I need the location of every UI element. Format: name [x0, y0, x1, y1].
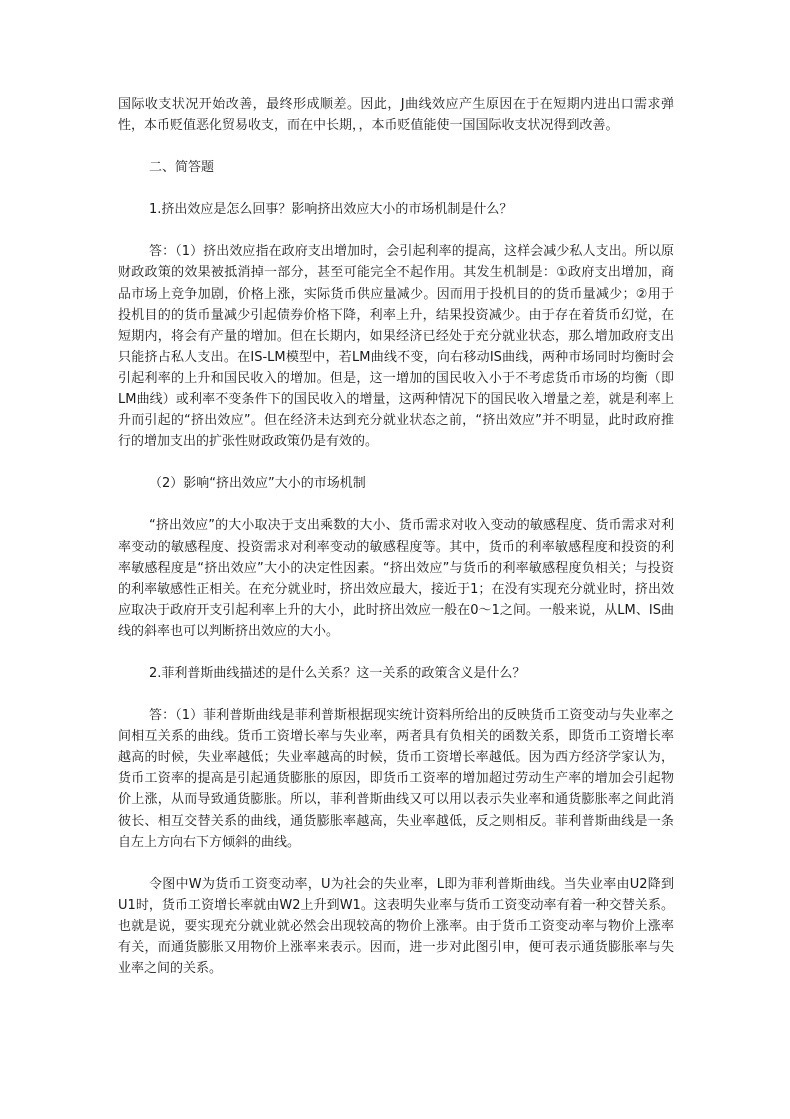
section-title: 二、简答题 — [149, 160, 215, 176]
question-1: 1.挤出效应是怎么回事？影响挤出效应大小的市场机制是什么？ — [149, 202, 513, 218]
answer-1-subtitle: （2）影响“挤出效应”大小的市场机制 — [149, 476, 366, 492]
answer-2-part-2: 令图中W为货币工资变动率，U为社会的失业率，L即为菲利普斯曲线。当失业率由U2降到U1时，货币工资增长率就由W2上升到W1。这表明失业率与货币工资变动率有着一种交替关系。也就是说，要实现充分就业就必然会出现较高的物价上涨率。由于货币工资变动率与物价上涨率有关，而通货膨胀又用物价上涨率来表示。因而，进一步对此图引申，便可表示通货膨胀率与失业率之间的关系。 — [118, 876, 674, 977]
question-2: 2.菲利普斯曲线描述的是什么关系？这一关系的政策含义是什么？ — [149, 665, 526, 681]
intro-paragraph: 国际收支状况开始改善，最终形成顺差。因此，J曲线效应产生原因在于在短期内进出口需求弹性，本币贬值恶化贸易收支，而在中长期，，本币贬值能使一国国际收支状况得到改善。 — [118, 97, 674, 134]
answer-2-part-1: 答：（1）菲利普斯曲线是菲利普斯根据现实统计资料所给出的反映货币工资变动与失业率之间相互关系的曲线。货币工资增长率与失业率，两者具有负相关的函数关系，即货币工资增长率越高的时候，失业率越低；失业率越高的时候，货币工资增长率越低。因为西方经济学家认为，货币工资率的提高是引起通货膨胀的原因，即货币工资率的增加超过劳动生产率的增加会引起物价上涨，从而导致通货膨胀。所以，菲利普斯曲线又可以用以表示失业率和通货膨胀率之间此消彼长、相互交替关系的曲线，通货膨胀率越高，失业率越低，反之则相反。菲利普斯曲线是一条自左上方向右下方倾斜的曲线。 — [118, 708, 674, 850]
answer-1-part-1: 答：（1）挤出效应指在政府支出增加时，会引起利率的提高，这样会减少私人支出。所以原财政政策的效果被抵消掉一部分，甚至可能完全不起作用。其发生机制是：①政府支出增加，商品市场上竞争加剧，价格上涨，实际货币供应量减少。因而用于投机目的的货币量减少；②用于投机目的的货币量减少引起债券价格下降，利率上升，结果投资减少。由于存在着货币幻觉，在短期内，将会有产量的增加。但在长期内，如果经济已经处于充分就业状态，那么增加政府支出只能挤占私人支出。在IS-LM模型中，若LM曲线不变，向右移动IS曲线，两种市场同时均衡时会引起利率的上升和国民收入的增加。但是，这一增加的国民收入小于不考虑货币市场的均衡（即LM曲线）或利率不变条件下的国民收入的增量，这两种情况下的国民收入增量之差，就是利率上升而引起的“挤出效应”。但在经济未达到充分就业状态之前，“挤出效应”并不明显，此时政府推行的增加支出的扩张性财政政策仍是有效的。 — [118, 244, 674, 450]
answer-1-part-2: “挤出效应”的大小取决于支出乘数的大小、货币需求对收入变动的敏感程度、货币需求对利率变动的敏感程度、投资需求对利率变动的敏感程度等。其中，货币的利率敏感程度和投资的利率敏感程度是“挤出效应”大小的决定性因素。“挤出效应”与货币的利率敏感程度负相关；与投资的利率敏感性正相关。在充分就业时，挤出效应最大，接近于1；在没有实现充分就业时，挤出效应取决于政府开支引起利率上升的大小，此时挤出效应一般在0～1之间。一般来说，从LM、IS曲线的斜率也可以判断挤出效应的大小。 — [118, 518, 674, 639]
document-body — [118, 94, 674, 1000]
